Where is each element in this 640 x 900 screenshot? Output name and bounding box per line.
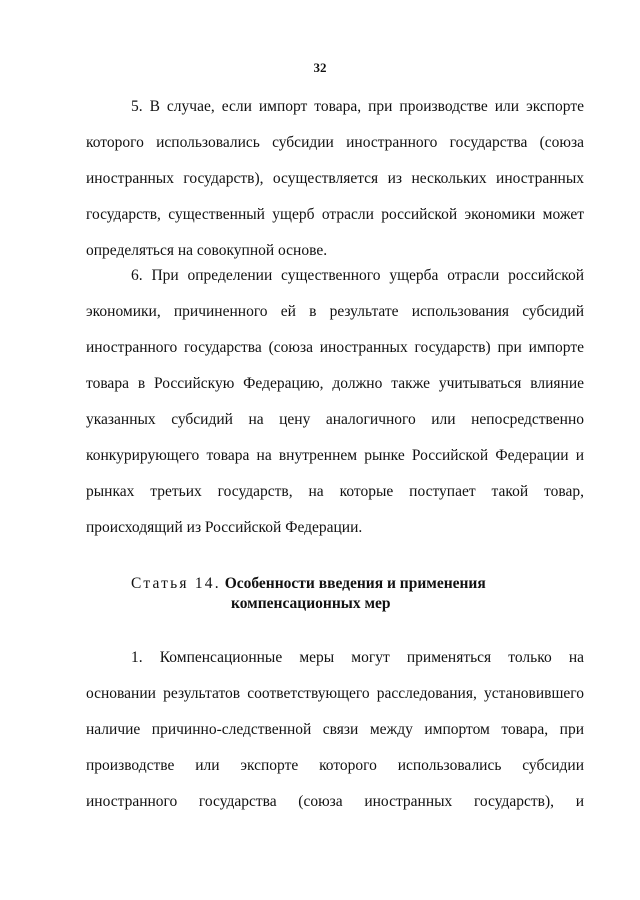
text-line: товара в Российскую Федерацию, должно также учитываться влияние [86,375,584,392]
text-line: 6. При определении существенного ущерба отрасли российской [131,267,584,284]
text-line: конкурирующего товара на внутреннем рынке Российской Федерации и [86,447,584,464]
text-line: иностранных государств), осуществляется из нескольких иностранных [86,170,584,187]
text-line: иностранного государства (союза иностранных государств) при импорте [86,339,584,356]
article-label: Статья 14. [131,575,221,592]
article-title-continued: компенсационных мер [231,595,391,612]
text-line: рынках третьих государств, на которые поступает такой товар, [86,483,584,500]
text-line: основании результатов соответствующего расследования, установившего [86,685,584,702]
text-line: наличие причинно-следственной связи между импортом товара, при [86,721,584,738]
text-line: 5. В случае, если импорт товара, при производстве или экспорте [131,98,584,115]
page-number: 32 [313,60,327,75]
text-line: экономики, причиненного ей в результате использования субсидий [86,303,584,320]
text-line: иностранного государства (союза иностранных государств), и [86,793,584,810]
text-line: государств, существенный ущерб отрасли российской экономики может [86,206,584,223]
text-line: которого использовались субсидии иностранного государства (союза [86,134,584,151]
text-line: происходящий из Российской Федерации. [86,519,363,536]
article-heading [131,574,591,594]
article-title: Особенности введения и применения [224,575,486,592]
text-line: производстве или экспорте которого использовались субсидии [86,757,584,774]
text-line: указанных субсидий на цену аналогичного или непосредственно [86,411,584,428]
text-line: 1. Компенсационные меры могут применяться только на [131,649,584,666]
text-line: определяться на совокупной основе. [86,242,328,259]
